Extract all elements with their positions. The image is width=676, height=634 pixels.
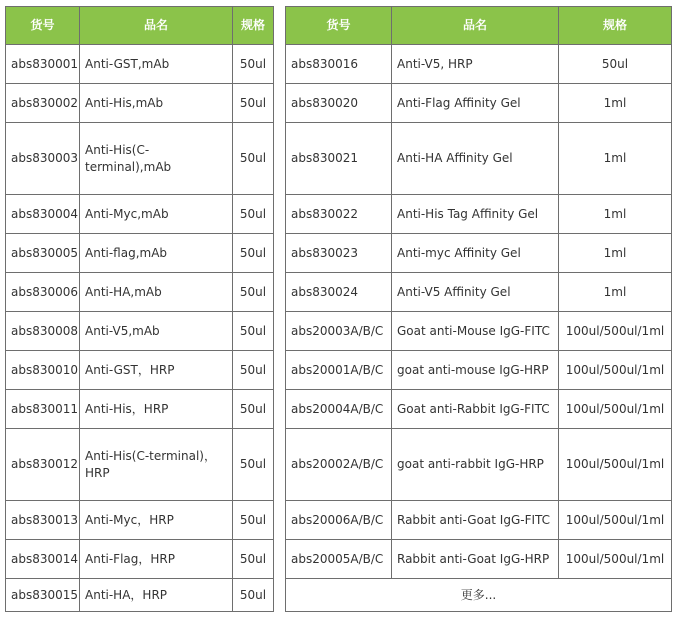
cell-spec: 50ul bbox=[233, 312, 274, 351]
cell-spec: 100ul/500ul/1ml bbox=[559, 351, 672, 390]
table-row bbox=[6, 429, 274, 501]
cell-spec: 1ml bbox=[559, 195, 672, 234]
product-table-right bbox=[285, 6, 672, 612]
cell-name: Goat anti-Mouse IgG-FITC bbox=[392, 312, 559, 351]
table-row bbox=[286, 195, 672, 234]
cell-code: abs830020 bbox=[286, 84, 392, 123]
table-row bbox=[6, 351, 274, 390]
table-row bbox=[286, 390, 672, 429]
cell-code: abs830002 bbox=[6, 84, 80, 123]
table-row bbox=[6, 45, 274, 84]
table-row bbox=[286, 501, 672, 540]
cell-spec: 50ul bbox=[233, 234, 274, 273]
cell-name: Anti-V5,mAb bbox=[80, 312, 233, 351]
header-code: 货号 bbox=[6, 7, 80, 45]
header-name: 品名 bbox=[80, 7, 233, 45]
header-spec: 规格 bbox=[233, 7, 274, 45]
header-name: 品名 bbox=[392, 7, 559, 45]
table-row bbox=[286, 84, 672, 123]
cell-name: Anti-V5 Affinity Gel bbox=[392, 273, 559, 312]
cell-code: abs20002A/B/C bbox=[286, 429, 392, 501]
table-row bbox=[286, 273, 672, 312]
cell-name: Anti-Flag，HRP bbox=[80, 540, 233, 579]
cell-code: abs830001 bbox=[6, 45, 80, 84]
table-row bbox=[286, 312, 672, 351]
cell-name: Anti-V5, HRP bbox=[392, 45, 559, 84]
cell-code: abs830014 bbox=[6, 540, 80, 579]
cell-code: abs830012 bbox=[6, 429, 80, 501]
cell-spec: 100ul/500ul/1ml bbox=[559, 540, 672, 579]
cell-spec: 50ul bbox=[233, 579, 274, 612]
cell-code: abs830011 bbox=[6, 390, 80, 429]
table-row bbox=[286, 351, 672, 390]
cell-spec: 50ul bbox=[233, 501, 274, 540]
cell-spec: 1ml bbox=[559, 273, 672, 312]
table-row bbox=[286, 123, 672, 195]
cell-name: Anti-Myc，HRP bbox=[80, 501, 233, 540]
cell-spec: 1ml bbox=[559, 234, 672, 273]
cell-code: abs830016 bbox=[286, 45, 392, 84]
cell-name: Anti-His(C-terminal)，HRP bbox=[80, 429, 233, 501]
cell-name: Anti-GST，HRP bbox=[80, 351, 233, 390]
cell-name: Anti-HA,mAb bbox=[80, 273, 233, 312]
cell-spec: 100ul/500ul/1ml bbox=[559, 390, 672, 429]
cell-name: Anti-His Tag Affinity Gel bbox=[392, 195, 559, 234]
table-row bbox=[6, 312, 274, 351]
table-row bbox=[6, 273, 274, 312]
table-row bbox=[286, 234, 672, 273]
cell-name: Goat anti-Rabbit IgG-FITC bbox=[392, 390, 559, 429]
cell-code: abs830008 bbox=[6, 312, 80, 351]
cell-code: abs20003A/B/C bbox=[286, 312, 392, 351]
cell-spec: 50ul bbox=[233, 123, 274, 195]
cell-spec: 50ul bbox=[233, 273, 274, 312]
table-row bbox=[286, 45, 672, 84]
cell-code: abs830003 bbox=[6, 123, 80, 195]
cell-name: Anti-His,mAb bbox=[80, 84, 233, 123]
cell-name: Anti-His，HRP bbox=[80, 390, 233, 429]
cell-spec: 1ml bbox=[559, 84, 672, 123]
cell-name: Anti-GST,mAb bbox=[80, 45, 233, 84]
table-row bbox=[6, 84, 274, 123]
cell-spec: 100ul/500ul/1ml bbox=[559, 312, 672, 351]
cell-code: abs830005 bbox=[6, 234, 80, 273]
more-link[interactable]: 更多... bbox=[286, 579, 672, 612]
cell-spec: 50ul bbox=[233, 84, 274, 123]
cell-name: goat anti-rabbit IgG-HRP bbox=[392, 429, 559, 501]
more-row bbox=[286, 579, 672, 612]
table-row bbox=[6, 579, 274, 612]
cell-spec: 50ul bbox=[233, 429, 274, 501]
cell-code: abs830004 bbox=[6, 195, 80, 234]
cell-spec: 1ml bbox=[559, 123, 672, 195]
cell-code: abs830024 bbox=[286, 273, 392, 312]
table-row bbox=[6, 123, 274, 195]
cell-spec: 50ul bbox=[233, 45, 274, 84]
cell-code: abs830013 bbox=[6, 501, 80, 540]
cell-name: Anti-HA，HRP bbox=[80, 579, 233, 612]
cell-code: abs20005A/B/C bbox=[286, 540, 392, 579]
cell-name: Anti-His(C-terminal),mAb bbox=[80, 123, 233, 195]
cell-spec: 50ul bbox=[233, 351, 274, 390]
header-code: 货号 bbox=[286, 7, 392, 45]
cell-name: Anti-myc Affinity Gel bbox=[392, 234, 559, 273]
table-header-row bbox=[6, 7, 274, 45]
cell-spec: 50ul bbox=[559, 45, 672, 84]
cell-spec: 100ul/500ul/1ml bbox=[559, 429, 672, 501]
cell-spec: 50ul bbox=[233, 540, 274, 579]
cell-code: abs830022 bbox=[286, 195, 392, 234]
table-header-row bbox=[286, 7, 672, 45]
table-row bbox=[6, 501, 274, 540]
cell-name: Rabbit anti-Goat IgG-FITC bbox=[392, 501, 559, 540]
cell-name: Anti-Myc,mAb bbox=[80, 195, 233, 234]
cell-code: abs20004A/B/C bbox=[286, 390, 392, 429]
cell-code: abs830023 bbox=[286, 234, 392, 273]
table-row bbox=[286, 429, 672, 501]
cell-spec: 50ul bbox=[233, 195, 274, 234]
cell-name: Anti-HA Affinity Gel bbox=[392, 123, 559, 195]
table-row bbox=[6, 390, 274, 429]
cell-name: Rabbit anti-Goat IgG-HRP bbox=[392, 540, 559, 579]
cell-name: Anti-flag,mAb bbox=[80, 234, 233, 273]
cell-spec: 100ul/500ul/1ml bbox=[559, 501, 672, 540]
cell-code: abs830006 bbox=[6, 273, 80, 312]
table-row bbox=[6, 234, 274, 273]
table-row bbox=[6, 540, 274, 579]
product-table-left bbox=[5, 6, 274, 612]
cell-name: goat anti-mouse IgG-HRP bbox=[392, 351, 559, 390]
cell-spec: 50ul bbox=[233, 390, 274, 429]
cell-code: abs830010 bbox=[6, 351, 80, 390]
cell-code: abs20001A/B/C bbox=[286, 351, 392, 390]
cell-code: abs830015 bbox=[6, 579, 80, 612]
cell-name: Anti-Flag Affinity Gel bbox=[392, 84, 559, 123]
header-spec: 规格 bbox=[559, 7, 672, 45]
table-row bbox=[286, 540, 672, 579]
cell-code: abs20006A/B/C bbox=[286, 501, 392, 540]
table-row bbox=[6, 195, 274, 234]
cell-code: abs830021 bbox=[286, 123, 392, 195]
